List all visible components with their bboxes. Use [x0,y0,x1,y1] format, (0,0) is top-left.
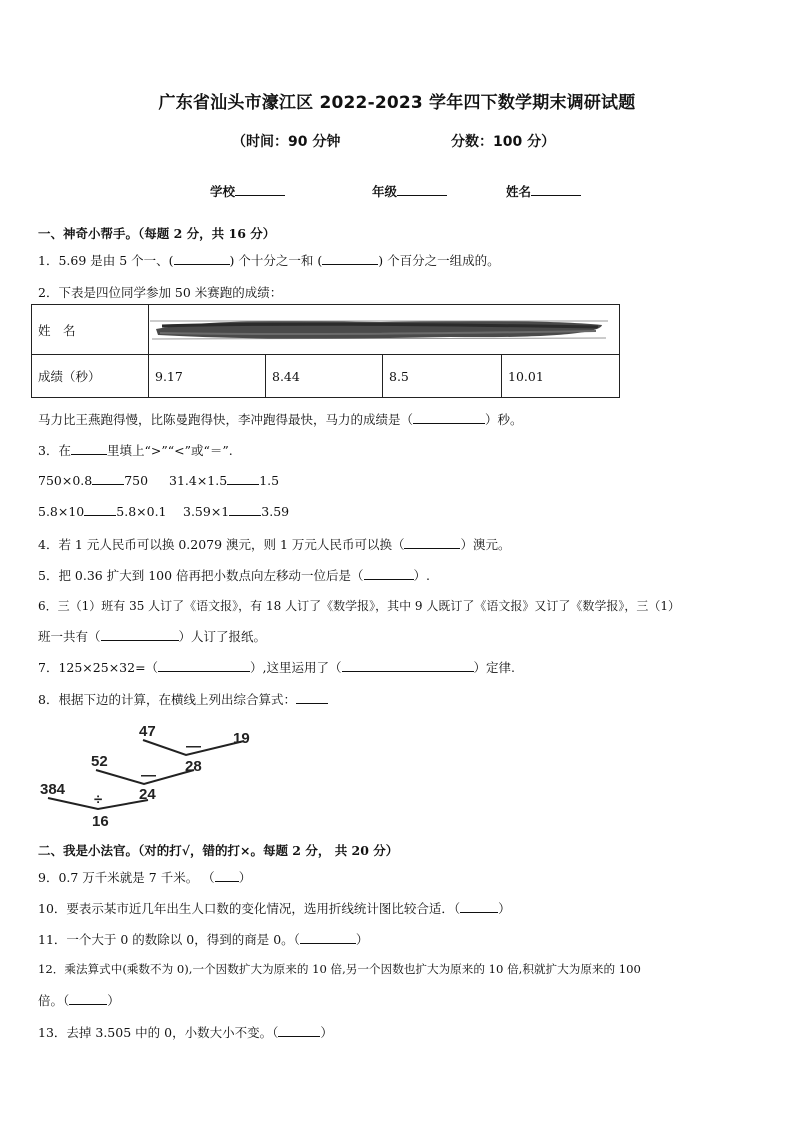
q7-text-a: 7．125×25×32=（ [38,660,159,675]
name-label: 姓名 [506,184,532,199]
q11-text-b: ） [355,932,369,947]
school-blank[interactable] [235,183,285,196]
q3-example-blank [71,442,107,455]
q9-text-a: 9．0.7 万千米就是 7 千米。 （ [38,870,215,885]
q9-text-b: ） [238,870,252,885]
question-4 [38,535,510,553]
name-blank[interactable] [531,183,581,196]
section2-heading: 二、我是小法官。（对的打√，错的打×。每题 2 分， 共 20 分） [38,843,399,858]
q10-blank[interactable] [460,900,498,913]
question-8 [38,690,328,708]
score-cell-2: 8.44 [266,355,383,398]
diagram-num-47: 47 [139,723,156,740]
score-header-cell: 成绩（秒） [32,355,149,398]
score-cell-4: 10.01 [502,355,620,398]
grade-blank[interactable] [397,183,447,196]
question-3-intro [38,441,233,459]
q9-blank[interactable] [215,869,239,882]
score-cell-1: 9.17 [149,355,266,398]
question-5 [38,566,430,584]
q1-blank-1[interactable] [174,252,230,265]
q3-blank-1[interactable] [92,472,124,485]
q8-blank[interactable] [296,691,328,704]
q13-text-b: ） [320,1025,333,1040]
school-field [210,182,285,200]
diagram-num-16: 16 [92,813,109,830]
diagram-op-minus-1: — [186,738,201,755]
q2-blank[interactable] [413,411,485,424]
q5-text-a: 5．把 0.36 扩大到 100 倍再把小数点向左移动一位后是（ [38,568,364,583]
q3-blank-3[interactable] [84,503,116,516]
q6-text-a: 班一共有（ [38,629,101,644]
question-3-row-2 [38,503,167,519]
diagram-op-divide: ÷ [94,791,103,808]
section1-heading: 一、神奇小帮手。（每题 2 分，共 16 分） [38,226,276,241]
q6-blank[interactable] [101,628,179,641]
calculation-tree-diagram [36,718,266,830]
q10-text-a: 10．要表示某市近几年出生人口数的变化情况，选用折线统计图比较合适．（ [38,901,461,916]
question-13 [38,1023,333,1041]
q11-blank[interactable] [300,931,356,944]
question-3-row-2-right [183,503,289,519]
q3-row1-a: 750×0.8 [38,473,93,488]
question-3-row-1 [38,472,148,488]
grade-field [372,182,447,200]
q12-text-b: ） [107,993,120,1008]
q7-text-c: ）定律. [473,660,516,675]
q7-blank-2[interactable] [342,659,474,672]
q3-row2-b: 5.8×0.1 [116,504,167,519]
q13-blank[interactable] [278,1024,320,1037]
q3-row1-c: 31.4×1.5 [169,473,228,488]
question-6-line-1: 6．三（1）班有 35 人订了《语文报》，有 18 人订了《数学报》，其中 9 人既订了《语文报》又订了《数学报》，三（1） [38,599,680,613]
q3-row2-c: 3.59×1 [183,504,230,519]
question-11 [38,930,368,948]
q2-text-b: ）秒。 [485,412,523,427]
diagram-num-24: 24 [139,786,156,803]
grade-label: 年级 [372,184,398,199]
q3-text-b: 里填上“>”“<”或“＝”. [106,443,233,458]
q10-text-b: ） [498,901,511,916]
q3-blank-2[interactable] [227,472,259,485]
q3-text-a: 3．在 [38,443,71,458]
q1-text-a: 1．5.69 是由 5 个一、( [38,253,174,268]
question-12-line-2 [38,991,120,1009]
diagram-num-384: 384 [40,781,66,798]
diagram-num-28: 28 [185,758,202,775]
q6-text-b: ）人订了报纸。 [178,629,267,644]
q3-row1-b: 750 [124,473,149,488]
school-label: 学校 [210,184,236,199]
question-10 [38,899,511,917]
q2-text-a: 马力比王燕跑得慢，比陈曼跑得快，李冲跑得最快，马力的成绩是（ [38,412,414,427]
q12-text-a: 倍。（ [38,993,70,1008]
q3-row1-d: 1.5 [259,473,280,488]
question-7 [38,658,515,676]
q11-text-a: 11．一个大于 0 的数除以 0，得到的商是 0。（ [38,932,300,947]
diagram-num-19: 19 [233,730,250,747]
q1-blank-2[interactable] [322,252,378,265]
diagram-op-minus-2: — [141,767,156,784]
question-6-line-2 [38,627,266,645]
q4-text-b: ）澳元。 [460,537,511,552]
exam-title: 广东省汕头市濠江区 2022-2023 学年四下数学期末调研试题 [158,93,636,113]
exam-time: （时间：90 分钟 [232,134,341,150]
question-1 [38,251,500,269]
q1-text-b: ) 个十分之一和 ( [229,253,323,268]
q5-text-b: ）. [413,568,431,583]
exam-score: 分数：100 分） [451,134,556,150]
q12-blank[interactable] [69,992,107,1005]
q4-text-a: 4．若 1 元人民币可以换 0.2079 澳元，则 1 万元人民币可以换（ [38,537,405,552]
q3-row2-a: 5.8×10 [38,504,85,519]
score-cell-3: 8.5 [383,355,502,398]
q7-text-b: ）,这里运用了（ [250,660,342,675]
question-2-text [38,410,523,428]
q4-blank[interactable] [404,536,460,549]
q13-text-a: 13．去掉 3.505 中的 0，小数大小不变。（ [38,1025,279,1040]
q1-text-c: ) 个百分之一组成的。 [378,253,500,268]
q3-row2-d: 3.59 [261,504,290,519]
redaction-scribble [150,313,610,343]
q3-blank-4[interactable] [229,503,261,516]
question-9 [38,868,251,886]
question-2-intro: 2．下表是四位同学参加 50 米赛跑的成绩： [38,285,283,300]
q5-blank[interactable] [364,567,414,580]
q7-blank-1[interactable] [158,659,250,672]
question-3-row-1-right [169,472,279,488]
name-header-cell: 姓 名 [32,305,149,355]
name-field [506,182,581,200]
question-12-line-1: 12．乘法算式中(乘数不为 0),一个因数扩大为原来的 10 倍,另一个因数也扩大为原来的 10 倍,积就扩大为原来的 100 [38,962,641,976]
diagram-num-52: 52 [91,753,108,770]
q8-text: 8．根据下边的计算，在横线上列出综合算式： [38,692,296,707]
